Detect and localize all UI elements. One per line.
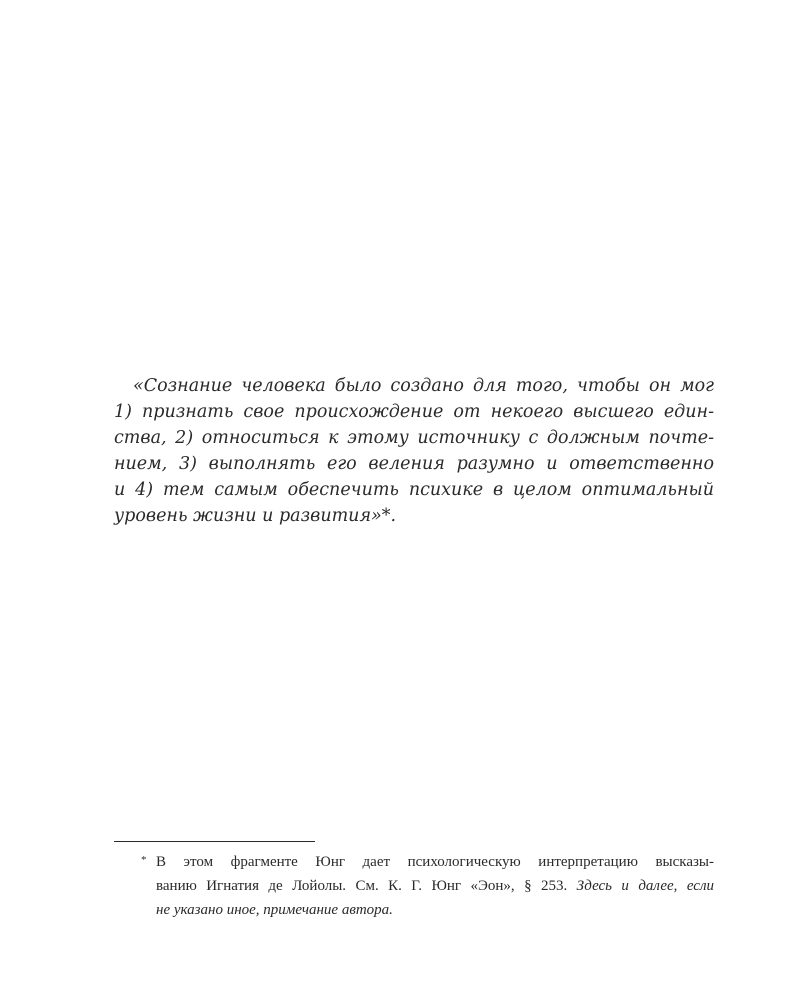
footnote-marker: *	[141, 854, 147, 866]
footnote-line	[156, 874, 714, 898]
quote-line: нием, 3) выполнять его веления разумно и ответственно	[114, 454, 714, 474]
footnote-line: В этом фрагменте Юнг дает психологическую интерпретацию высказы-	[156, 854, 714, 870]
footnote-divider	[114, 841, 315, 842]
quote-line: 1) признать свое происхождение от некоего высшего един-	[114, 402, 714, 422]
quote-line: «Сознание человека было создано для того, чтобы он мог	[133, 376, 714, 396]
epigraph-quote	[114, 373, 714, 529]
footnote-text: ванию Игнатия де Лойолы. См. К. Г. Юнг «Эон», § 253.	[156, 878, 568, 894]
footnote-line: не указано иное, примечание автора.	[156, 902, 393, 918]
footnote	[141, 850, 714, 922]
quote-line: и 4) тем самым обеспечить психике в целом оптимальный	[114, 480, 714, 500]
footnote-italic-text: Здесь и далее, если	[576, 878, 714, 894]
quote-line: ства, 2) относиться к этому источнику с должным почте-	[114, 428, 714, 448]
quote-line: уровень жизни и развития»*.	[114, 506, 397, 526]
